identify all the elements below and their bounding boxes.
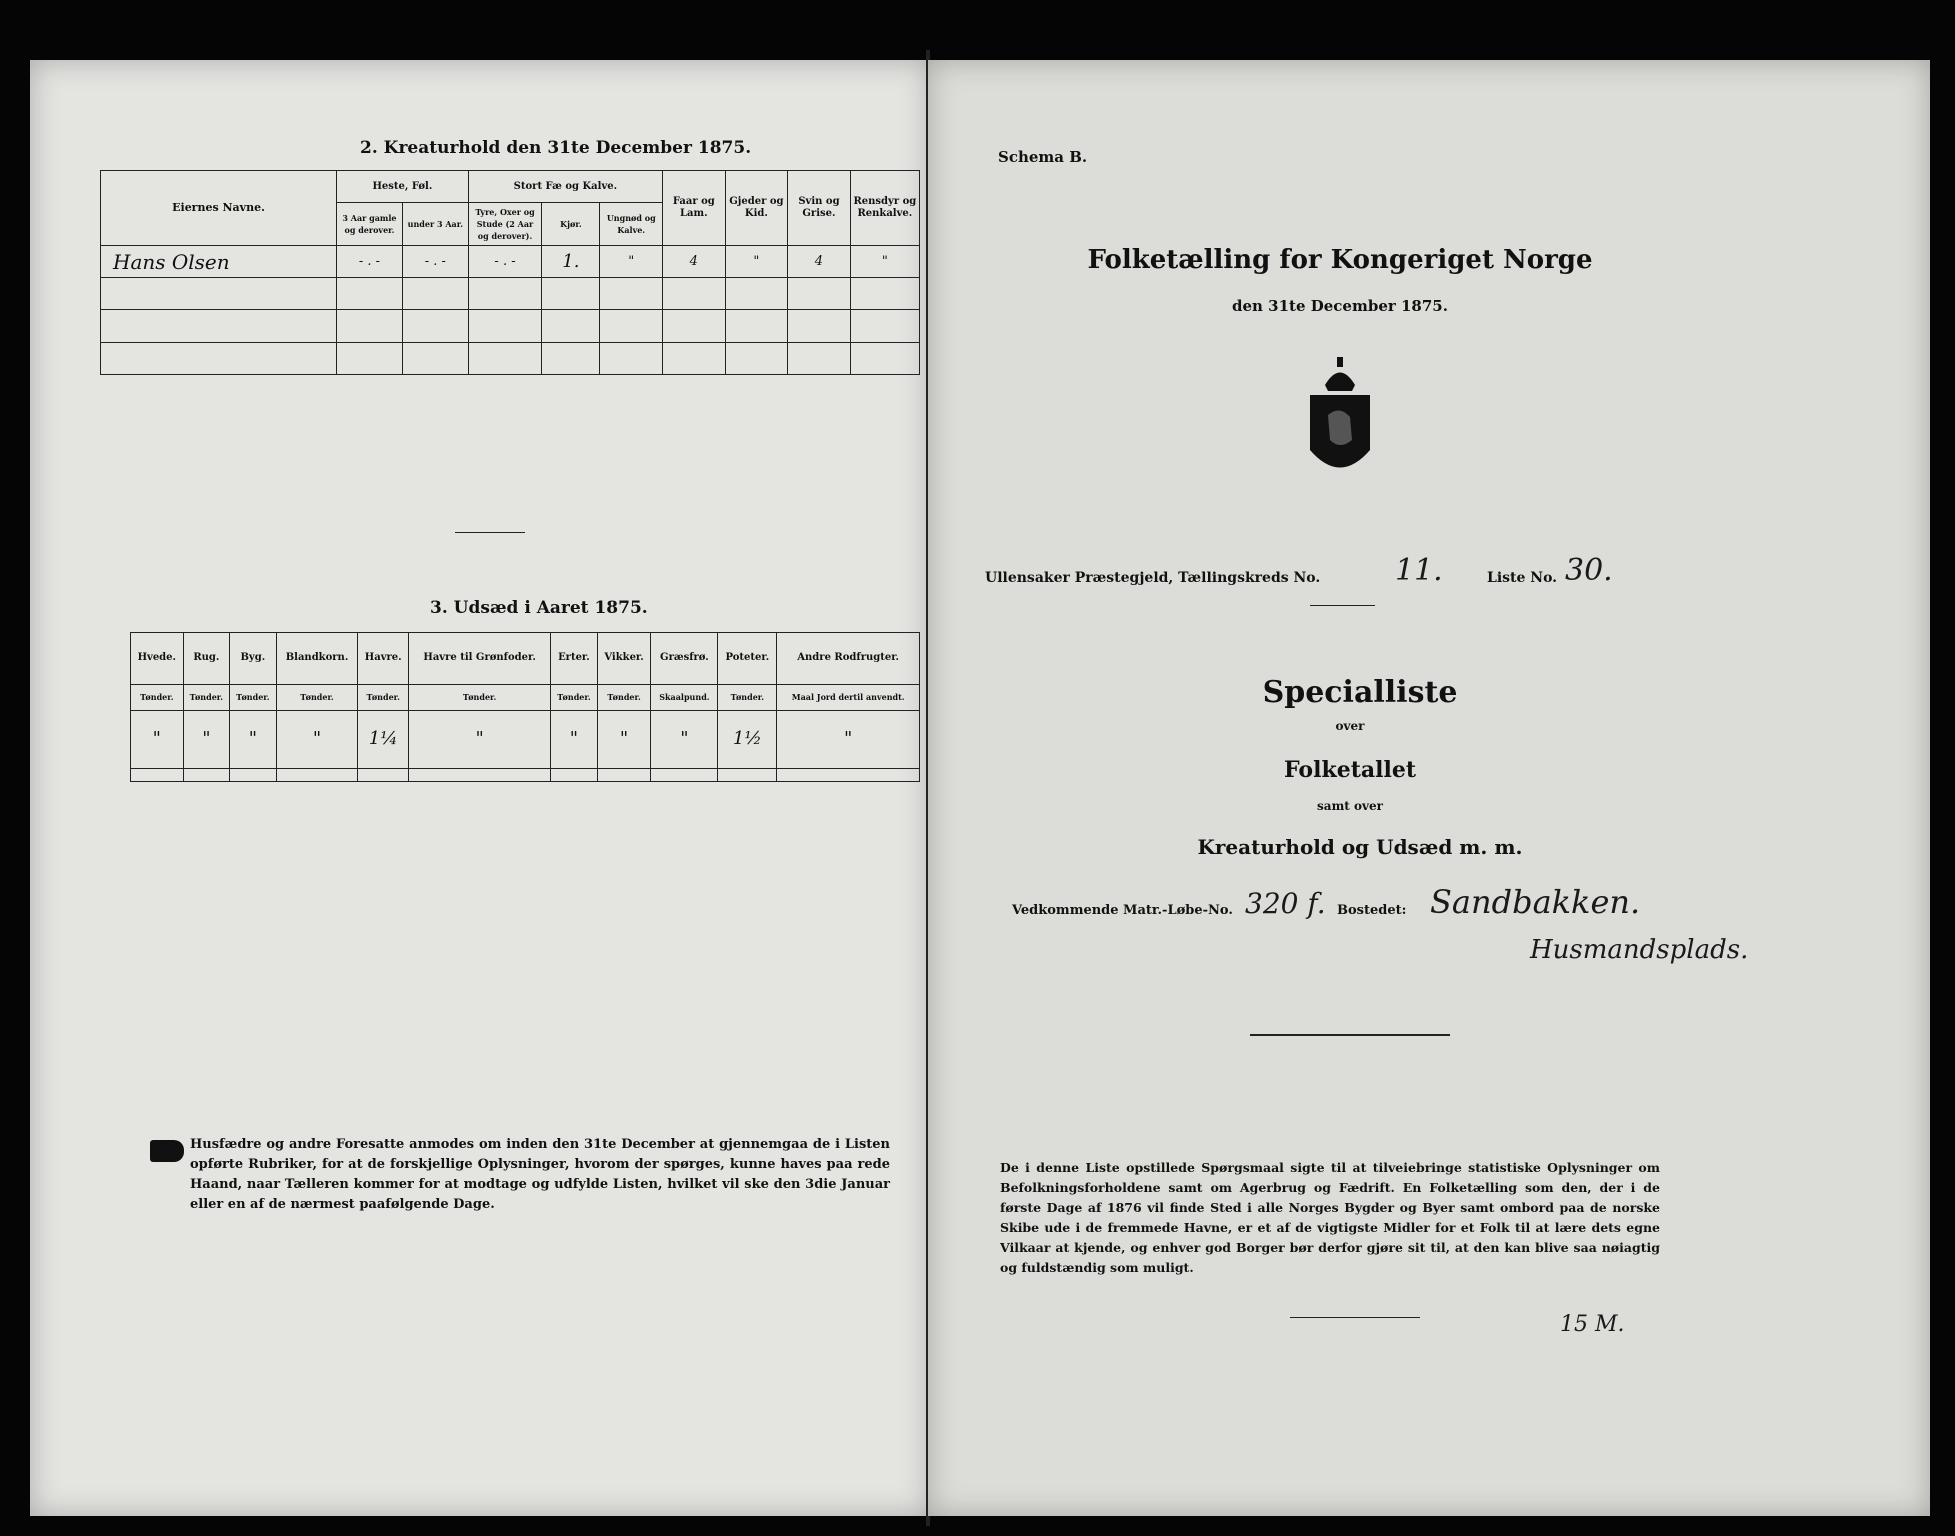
seed-value: " — [409, 710, 551, 768]
schema-label: Schema B. — [998, 148, 1088, 166]
seed-unit-header: Tønder. — [276, 684, 358, 710]
horses-young-value: - . - — [402, 245, 468, 277]
explanatory-paragraph: De i denne Liste opstillede Spørgsmaal sigte til at tilveiebringe statistiske Oplysninger om Befolkningsforholdene samt om Agerbrug og Fædrift. En Folketælling som den, der i de første Dage af 1876 vil finde Sted i alle Norges Bygder og Byer samt ombord paa de norske Skibe ude i de fremmede Havne, er et af de vigtigste Midler for et Folk til at lære dets egne Vilkaar at kjende, og enhver god Borger bør derfor gjøre sit til, at den kan blive saa nøiagtig og fuldstændig som muligt. — [1000, 1160, 1660, 1275]
seed-unit-header: Tønder. — [597, 684, 651, 710]
seed-crop-header: Havre. — [358, 633, 409, 685]
seed-unit-header: Tønder. — [409, 684, 551, 710]
seed-value: " — [131, 710, 184, 768]
instruction-notice: Husfædre og andre Foresatte anmodes om inden den 31te December at gjennemgaa de i Listen opførte Rubriker, for at de forskjellige Oplysninger, hvorom der spørges, kunne haves paa rede Haand, naar Tælleren kommer for at modtage og udfylde Listen, hvilket vil ske den 3die Januar eller en af de nærmest paafølgende Dage. — [190, 1137, 890, 1212]
census-date: den 31te December 1875. — [1232, 297, 1448, 315]
over-label: over — [1335, 719, 1365, 733]
sheep-header: Faar og Lam. — [663, 171, 726, 246]
seed-value: " — [551, 710, 598, 768]
horses-young-header: under 3 Aar. — [402, 203, 468, 246]
pointing-hand-icon — [150, 1140, 184, 1162]
reindeer-header: Rensdyr og Renkalve. — [850, 171, 919, 246]
bosted-name: Sandbakken. — [1430, 883, 1641, 921]
empty-row — [101, 310, 920, 342]
seed-crop-header: Andre Rodfrugter. — [777, 633, 920, 685]
owner-header: Eiernes Navne. — [101, 171, 337, 246]
parish-label: Ullensaker Præstegjeld, Tællingskreds No. — [985, 570, 1321, 586]
list-number: 30. — [1565, 553, 1613, 588]
bosted-label: Bostedet: — [1337, 903, 1407, 918]
livestock-section-title: 2. Kreaturhold den 31te December 1875. — [360, 138, 752, 158]
seed-value: " — [276, 710, 358, 768]
seed-unit-header: Tønder. — [358, 684, 409, 710]
seed-value: 1¼ — [358, 710, 409, 768]
goats-value: " — [725, 245, 788, 277]
seed-value: " — [597, 710, 651, 768]
young-cattle-header: Ungnød og Kalve. — [600, 203, 663, 246]
goats-header: Gjeder og Kid. — [725, 171, 788, 246]
bosted-type: Husmandsplads. — [1530, 935, 1749, 965]
seed-unit-header: Tønder. — [230, 684, 277, 710]
seed-crop-header: Rug. — [183, 633, 230, 685]
norwegian-coat-of-arms-icon — [1300, 355, 1380, 485]
seed-unit-header: Tønder. — [183, 684, 230, 710]
divider — [1310, 605, 1375, 606]
owner-name: Hans Olsen — [101, 245, 337, 277]
list-label: Liste No. — [1487, 570, 1558, 586]
folketallet-heading: Folketallet — [1284, 757, 1416, 783]
seed-value: " — [230, 710, 277, 768]
reindeer-value: " — [850, 245, 919, 277]
matrikkel-label: Vedkommende Matr.-Løbe-No. — [1012, 903, 1233, 918]
seed-crop-header: Havre til Grønfoder. — [409, 633, 551, 685]
empty-row — [131, 769, 920, 782]
seed-value: " — [183, 710, 230, 768]
kreaturhold-heading: Kreaturhold og Udsæd m. m. — [1197, 835, 1523, 859]
seed-crop-header: Hvede. — [131, 633, 184, 685]
divider — [455, 532, 525, 533]
seed-value: " — [651, 710, 718, 768]
bulls-value: - . - — [468, 245, 542, 277]
right-page — [928, 60, 1930, 1516]
seed-unit-header: Tønder. — [131, 684, 184, 710]
specialliste-heading: Specialliste — [1262, 675, 1458, 710]
empty-row — [101, 278, 920, 310]
horses-header: Heste, Føl. — [337, 171, 469, 203]
divider — [1250, 1034, 1450, 1036]
seed-value: 1½ — [718, 710, 777, 768]
empty-row — [101, 342, 920, 374]
seed-crop-header: Poteter. — [718, 633, 777, 685]
seed-crop-header: Byg. — [230, 633, 277, 685]
cattle-header: Stort Fæ og Kalve. — [468, 171, 662, 203]
main-title: Folketælling for Kongeriget Norge — [1087, 245, 1593, 275]
matrikkel-number: 320 f. — [1245, 887, 1326, 920]
seed-section-title: 3. Udsæd i Aaret 1875. — [430, 598, 648, 618]
seed-unit-header: Tønder. — [551, 684, 598, 710]
cows-header: Kjør. — [542, 203, 600, 246]
signature: 15 M. — [1560, 1312, 1625, 1337]
pigs-value: 4 — [788, 245, 851, 277]
seed-crop-header: Erter. — [551, 633, 598, 685]
divider — [1290, 1317, 1420, 1318]
seed-value: " — [777, 710, 920, 768]
pigs-header: Svin og Grise. — [788, 171, 851, 246]
seed-crop-header: Græsfrø. — [651, 633, 718, 685]
seed-unit-header: Maal Jord dertil anvendt. — [777, 684, 920, 710]
seed-unit-header: Skaalpund. — [651, 684, 718, 710]
samt-over-label: samt over — [1317, 799, 1383, 813]
livestock-table — [100, 170, 920, 375]
bulls-header: Tyre, Oxer og Stude (2 Aar og derover). — [468, 203, 542, 246]
seed-crop-header: Blandkorn. — [276, 633, 358, 685]
seed-table — [130, 632, 920, 782]
cows-value: 1. — [542, 245, 600, 277]
seed-crop-header: Vikker. — [597, 633, 651, 685]
seed-unit-header: Tønder. — [718, 684, 777, 710]
young-cattle-value: " — [600, 245, 663, 277]
sheep-value: 4 — [663, 245, 726, 277]
horses-adult-header: 3 Aar gamle og derover. — [337, 203, 403, 246]
horses-adult-value: - . - — [337, 245, 403, 277]
district-number: 11. — [1395, 553, 1443, 588]
